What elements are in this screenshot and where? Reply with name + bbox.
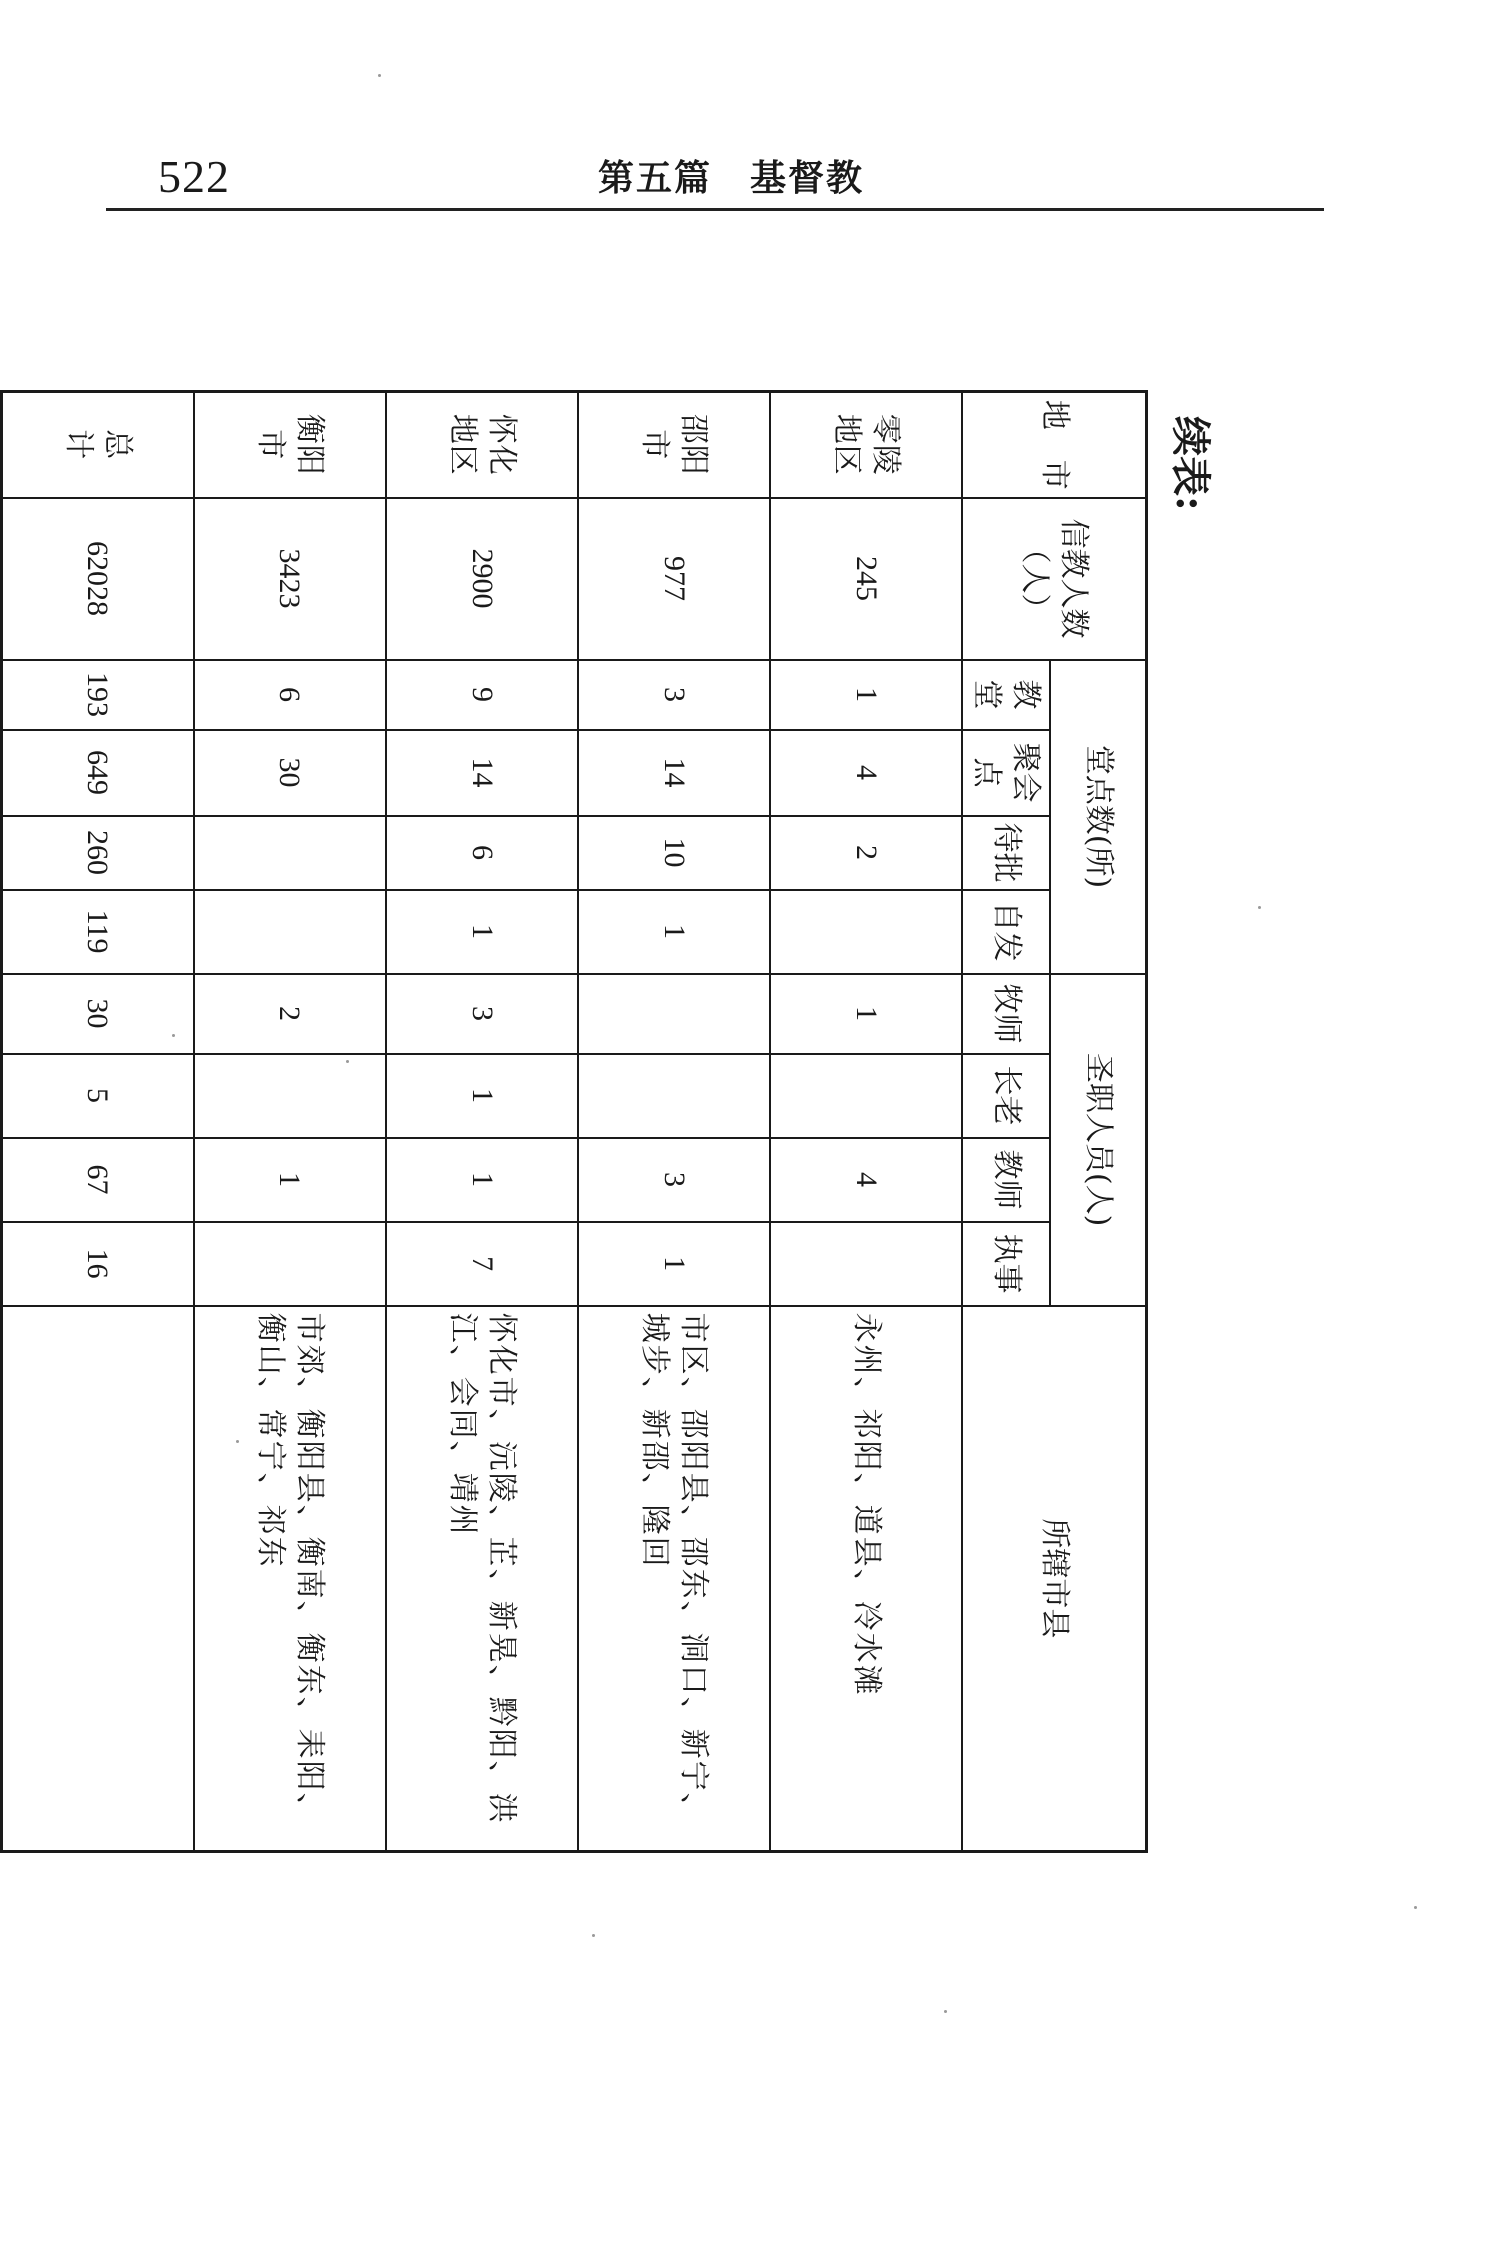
cell-believers: 2900 xyxy=(386,498,578,660)
header-spontaneous: 自发 xyxy=(963,890,1051,974)
cell-jurisdiction: 怀化市、沅陵、芷、新晃、黔阳、洪江、会同、靖州 xyxy=(386,1306,578,1852)
header-deacon: 执事 xyxy=(963,1222,1051,1306)
cell-church: 1 xyxy=(770,660,962,730)
table-row xyxy=(386,392,578,1852)
cell-elder xyxy=(194,1054,386,1138)
cell-teacher: 1 xyxy=(194,1138,386,1222)
cell-believers: 62028 xyxy=(2,498,194,660)
header-venues-group: 堂点数(所) xyxy=(1051,660,1147,974)
cell-church: 3 xyxy=(578,660,770,730)
cell-pending: 2 xyxy=(770,816,962,890)
cell-jurisdiction: 市郊、衡阳县、衡南、衡东、耒阳、衡山、常宁、祁东 xyxy=(194,1306,386,1852)
cell-spontaneous xyxy=(194,890,386,974)
cell-region: 零陵地区 xyxy=(770,392,962,498)
cell-teacher: 67 xyxy=(2,1138,194,1222)
table-row xyxy=(578,392,770,1852)
header-church: 教堂 xyxy=(963,660,1051,730)
cell-church: 9 xyxy=(386,660,578,730)
header-pastor: 牧师 xyxy=(963,974,1051,1054)
header-jurisdiction: 所辖市县 xyxy=(963,1306,1147,1852)
table-row-total xyxy=(2,392,194,1852)
header-pending: 待批 xyxy=(963,816,1051,890)
cell-church: 193 xyxy=(2,660,194,730)
cell-jurisdiction: 市区、邵阳县、邵东、洞口、新宁、城步、新邵、隆回 xyxy=(578,1306,770,1852)
cell-spontaneous: 1 xyxy=(386,890,578,974)
cell-deacon xyxy=(770,1222,962,1306)
page-number: 522 xyxy=(158,151,230,202)
cell-pastor: 3 xyxy=(386,974,578,1054)
cell-elder xyxy=(578,1054,770,1138)
header-believers: 信教人数（人） xyxy=(963,498,1147,660)
cell-believers: 245 xyxy=(770,498,962,660)
cell-spontaneous: 1 xyxy=(578,890,770,974)
cell-deacon: 16 xyxy=(2,1222,194,1306)
cell-pastor: 30 xyxy=(2,974,194,1054)
cell-pending: 260 xyxy=(2,816,194,890)
cell-pastor xyxy=(578,974,770,1054)
header-teacher: 教师 xyxy=(963,1138,1051,1222)
header-elder: 长老 xyxy=(963,1054,1051,1138)
cell-deacon: 7 xyxy=(386,1222,578,1306)
header-region: 地 市 xyxy=(963,392,1147,498)
cell-teacher: 1 xyxy=(386,1138,578,1222)
cell-meeting-point: 30 xyxy=(194,730,386,816)
cell-believers: 977 xyxy=(578,498,770,660)
cell-elder xyxy=(770,1054,962,1138)
cell-jurisdiction xyxy=(2,1306,194,1852)
cell-elder: 1 xyxy=(386,1054,578,1138)
header-rule xyxy=(106,208,1324,211)
header-meeting-point: 聚会点 xyxy=(963,730,1051,816)
scan-speck xyxy=(592,1934,595,1937)
rotated-table-block xyxy=(0,390,1230,1850)
cell-pastor: 2 xyxy=(194,974,386,1054)
cell-believers: 3423 xyxy=(194,498,386,660)
cell-meeting-point: 14 xyxy=(578,730,770,816)
cell-spontaneous: 119 xyxy=(2,890,194,974)
cell-pending: 6 xyxy=(386,816,578,890)
continued-label: 续表: xyxy=(1167,416,1214,511)
cell-spontaneous xyxy=(770,890,962,974)
cell-teacher: 3 xyxy=(578,1138,770,1222)
statistics-table xyxy=(0,390,1148,1853)
cell-region: 怀化地区 xyxy=(386,392,578,498)
cell-region: 总 计 xyxy=(2,392,194,498)
cell-elder: 5 xyxy=(2,1054,194,1138)
table-row xyxy=(194,392,386,1852)
cell-meeting-point: 649 xyxy=(2,730,194,816)
scan-speck xyxy=(944,2010,947,2013)
header-clergy-group: 圣职人员(人) xyxy=(1051,974,1147,1306)
cell-pending: 10 xyxy=(578,816,770,890)
cell-pastor: 1 xyxy=(770,974,962,1054)
cell-deacon xyxy=(194,1222,386,1306)
cell-pending xyxy=(194,816,386,890)
scan-speck xyxy=(378,74,381,77)
cell-church: 6 xyxy=(194,660,386,730)
scan-speck xyxy=(1414,1906,1417,1909)
cell-region: 邵阳市 xyxy=(578,392,770,498)
cell-meeting-point: 4 xyxy=(770,730,962,816)
cell-meeting-point: 14 xyxy=(386,730,578,816)
table-row xyxy=(770,392,962,1852)
cell-jurisdiction: 永州、祁阳、道县、冷水滩 xyxy=(770,1306,962,1852)
scan-speck xyxy=(1258,906,1261,909)
cell-deacon: 1 xyxy=(578,1222,770,1306)
cell-region: 衡阳市 xyxy=(194,392,386,498)
chapter-title: 第五篇 基督教 xyxy=(598,157,865,199)
cell-teacher: 4 xyxy=(770,1138,962,1222)
